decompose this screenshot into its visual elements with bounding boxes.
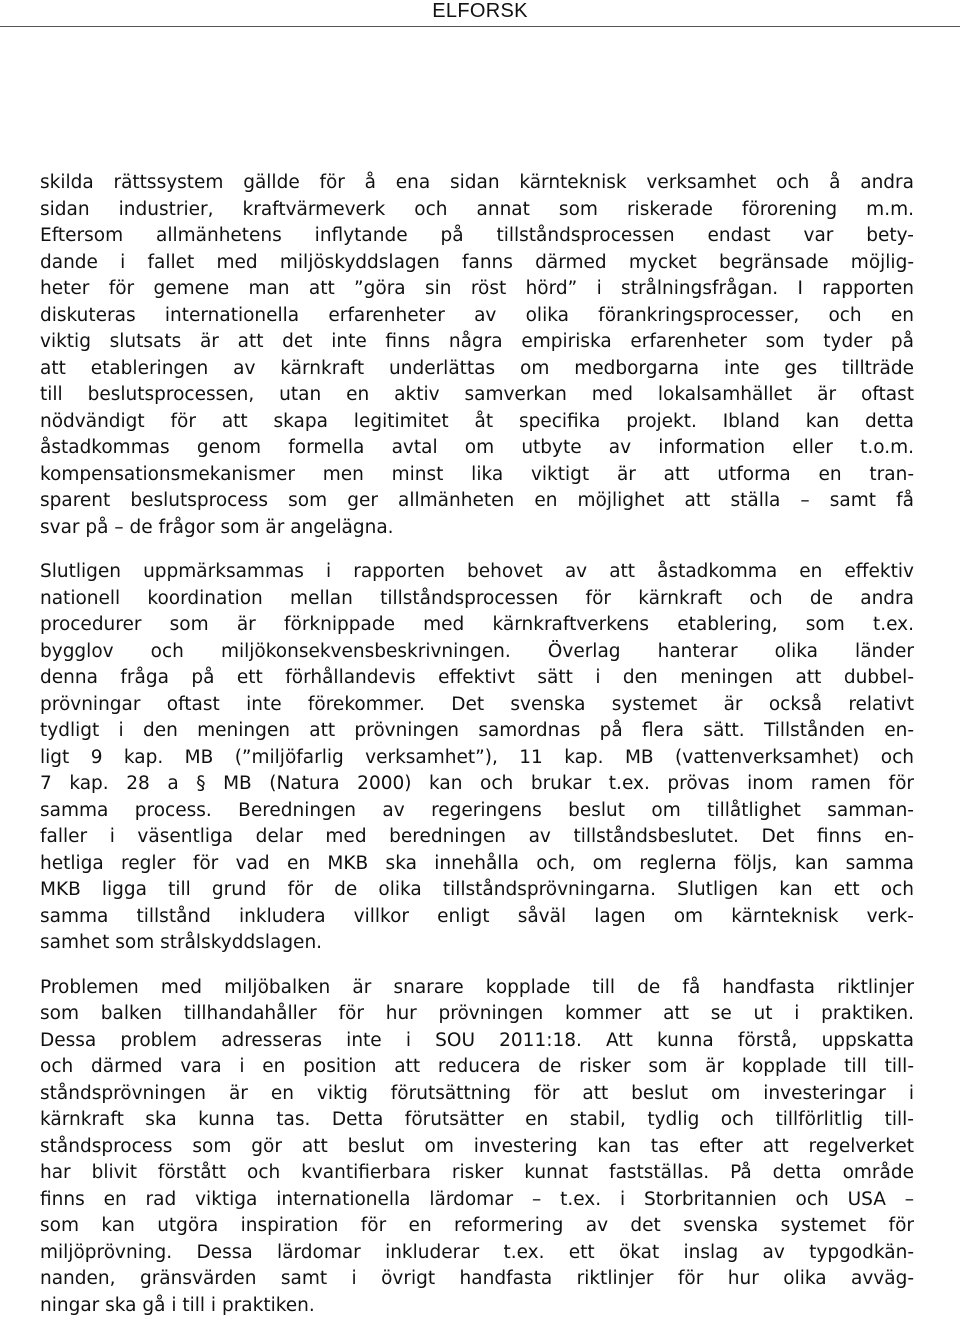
text-line: faller i väsentliga delar med beredningen av tillståndsbeslutet. Det finns en- — [40, 826, 914, 847]
text-line: skilda rättssystem gällde för å ena sidan kärnteknisk verksamhet och å andra — [40, 172, 914, 193]
header-title: ELFORSK — [432, 0, 528, 22]
paragraph — [40, 975, 914, 1320]
text-line: samma tillstånd inkludera villkor enligt såväl lagen om kärnteknisk verk- — [40, 905, 914, 927]
page-header — [0, 0, 960, 27]
document-body — [40, 170, 914, 1319]
text-line: Problemen med miljöbalken är snarare kopplade till de få handfasta riktlinjer — [40, 976, 914, 998]
text-line: nödvändigt för att skapa legitimitet åt specifika projekt. Ibland kan detta — [40, 410, 914, 432]
text-line: Dessa problem adresseras inte i SOU 2011:18. Att kunna förstå, uppskatta — [40, 1029, 914, 1051]
text-line: ligt 9 kap. MB (”miljöfarlig verksamhet”), 11 kap. MB (vattenverksamhet) och — [40, 746, 914, 768]
text-line: dande i fallet med miljöskyddslagen fanns därmed mycket begränsade möjlig- — [40, 251, 914, 273]
text-line: nationell koordination mellan tillståndsprocessen för kärnkraft och de andra — [40, 587, 914, 609]
text-line: MKB ligga till grund för de olika tillståndsprövningarna. Slutligen kan ett och — [40, 879, 914, 900]
text-line: hetliga regler för vad en MKB ska innehålla och, om reglerna följs, kan samma — [40, 852, 914, 874]
text-line: som kan utgöra inspiration för en reformering av det svenska systemet för — [40, 1215, 914, 1236]
text-line: sparent beslutsprocess som ger allmänheten en möjlighet att ställa – samt få — [40, 490, 914, 511]
text-line: nanden, gränsvärden samt i övrigt handfasta riktlinjer för hur olika avväg- — [40, 1268, 914, 1289]
text-line: prövningar oftast inte förekommer. Det svenska systemet är också relativt — [40, 693, 914, 715]
text-line: har blivit förstått och kvantifierbara risker kunnat fastställas. På detta område — [40, 1162, 914, 1183]
text-line: viktig slutsats är att det inte finns några empiriska erfarenheter som tyder på — [40, 331, 914, 352]
text-line: denna fråga på ett förhållandevis effektivt sätt i den meningen att dubbel- — [40, 667, 914, 688]
text-line: Slutligen uppmärksammas i rapporten behovet av att åstadkomma en effektiv — [40, 561, 914, 582]
text-line: samma process. Beredningen av regeringens beslut om tillåtlighet samman- — [40, 799, 914, 821]
text-line: procedurer som är förknippade med kärnkraftverkens etablering, som t.ex. — [40, 614, 914, 635]
text-line: ståndsprövningen är en viktig förutsättning för att beslut om investeringar i — [40, 1082, 914, 1104]
text-line: miljöprövning. Dessa lärdomar inkluderar t.ex. ett ökat inslag av typgodkän- — [40, 1241, 914, 1263]
text-line: sidan industrier, kraftvärmeverk och annat som riskerade förorening m.m. — [40, 198, 914, 220]
text-line: heter för gemene man att ”göra sin röst hörd” i strålningsfrågan. I rapporten — [40, 278, 914, 299]
paragraph — [40, 170, 914, 541]
text-line: finns en rad viktiga internationella lärdomar – t.ex. i Storbritannien och USA – — [40, 1188, 914, 1210]
text-line: 7 kap. 28 a § MB (Natura 2000) kan och brukar t.ex. prövas inom ramen för — [40, 773, 914, 794]
text-line: kärnkraft ska kunna tas. Detta förutsätter en stabil, tydlig och tillförlitlig till- — [40, 1109, 914, 1130]
paragraph — [40, 559, 914, 957]
text-line: Eftersom allmänhetens inflytande på tillståndsprocessen endast var bety- — [40, 225, 914, 246]
text-line: som balken tillhandahåller för hur prövningen kommer att se ut i praktiken. — [40, 1003, 914, 1024]
text-line: och därmed vara i en position att reducera de risker som är kopplade till till- — [40, 1056, 914, 1077]
text-line: till beslutsprocessen, utan en aktiv samverkan med lokalsamhället är oftast — [40, 384, 914, 405]
text-line: åstadkommas genom formella avtal om utbyte av information eller t.o.m. — [40, 437, 914, 458]
text-line: diskuteras internationella erfarenheter av olika förankringsprocesser, och en — [40, 304, 914, 326]
text-line: tydligt i den meningen att prövningen samordnas på flera sätt. Tillstånden en- — [40, 720, 914, 741]
text-line: bygglov och miljökonsekvensbeskrivningen. Överlag hanterar olika länder — [40, 640, 914, 662]
text-line: svar på – de frågor som är angelägna. — [40, 516, 394, 538]
text-line: ståndsprocess som gör att beslut om investering kan tas efter att regelverket — [40, 1135, 914, 1157]
text-line: att etableringen av kärnkraft underlättas om medborgarna inte ges tillträde — [40, 357, 914, 379]
text-line: samhet som strålskyddslagen. — [40, 932, 323, 953]
text-line: kompensationsmekanismer men minst lika viktigt är att utforma en tran- — [40, 463, 914, 485]
text-line: ningar ska gå i till i praktiken. — [40, 1294, 315, 1316]
